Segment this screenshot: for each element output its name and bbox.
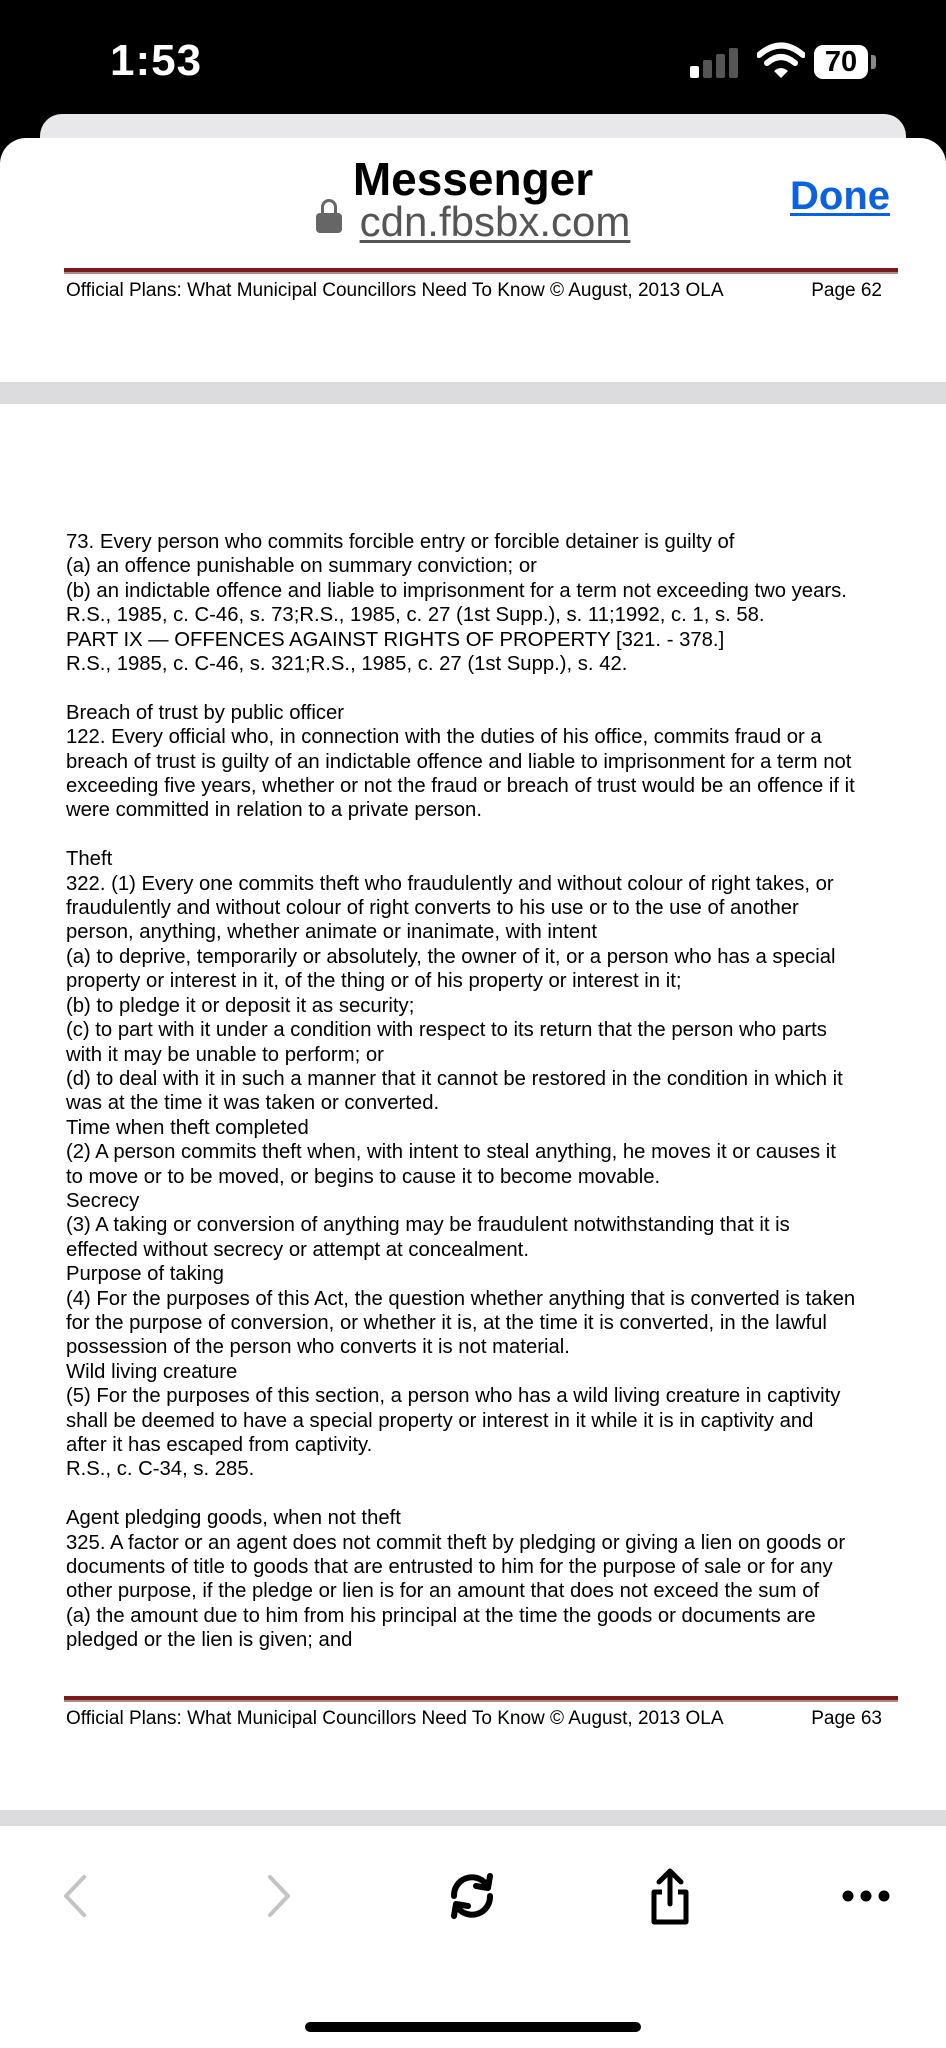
status-time: 1:53 (110, 36, 203, 85)
reload-button[interactable] (442, 1866, 502, 1926)
document-line: Purpose of taking (66, 1263, 224, 1286)
page-footer-bottom (64, 1696, 898, 1729)
document-line: (5) For the purposes of this section, a person who has a wild living creature in captivity (66, 1385, 841, 1408)
document-line: (3) A taking or conversion of anything may be fraudulent notwithstanding that it is (66, 1214, 790, 1237)
browser-sheet (0, 138, 946, 2048)
document-line: (a) the amount due to him from his principal at the time the goods or documents are (66, 1604, 816, 1627)
paragraph-spacer (66, 1482, 906, 1506)
footer-text: Official Plans: What Municipal Councillors Need To Know © August, 2013 OLA (66, 1708, 724, 1729)
cellular-signal-icon (690, 46, 740, 78)
document-line: exceeding five years, whether or not the fraud or breach of trust would be an offence if it (66, 775, 855, 798)
document-line: shall be deemed to have a special property or interest in it while it is in captivity and (66, 1409, 814, 1432)
document-line: R.S., 1985, c. C-46, s. 73;R.S., 1985, c. 27 (1st Supp.), s. 11;1992, c. 1, s. 58. (66, 604, 765, 627)
document-line: possession of the person who converts it is not material. (66, 1336, 570, 1359)
document-line: R.S., c. C-34, s. 285. (66, 1458, 255, 1481)
document-line: for the purpose of conversion, or whether it is, at the time it is converted, in the lawful (66, 1311, 827, 1334)
battery-nub (871, 55, 876, 69)
home-indicator (305, 2022, 641, 2032)
back-button[interactable] (46, 1866, 106, 1926)
document-line: (a) an offence punishable on summary conviction; or (66, 555, 537, 578)
document-line: 325. A factor or an agent does not commit theft by pledging or giving a lien on goods or (66, 1531, 846, 1554)
status-bar (0, 0, 946, 120)
back-icon (56, 1871, 96, 1921)
document-line: breach of trust is guilty of an indictable offence and liable to imprisonment for a term not (66, 750, 852, 773)
more-button[interactable] (836, 1866, 896, 1926)
document-line: effected without secrecy or attempt at concealment. (66, 1238, 529, 1261)
document-line: were committed in relation to a private person. (66, 799, 482, 822)
lock-icon (316, 213, 342, 233)
page-footer-top (64, 268, 898, 301)
reload-icon (444, 1868, 500, 1924)
document-line: (4) For the purposes of this Act, the question whether anything that is converted is taken (66, 1287, 856, 1310)
share-icon (645, 1866, 695, 1926)
document-line: Breach of trust by public officer (66, 701, 345, 724)
document-line: (a) to deprive, temporarily or absolutely, the owner of it, or a person who has a special (66, 945, 836, 968)
page-title: Messenger (352, 153, 594, 205)
document-text (66, 530, 906, 1653)
document-line: 73. Every person who commits forcible entry or forcible detainer is guilty of (66, 531, 735, 553)
forward-button[interactable] (248, 1866, 308, 1926)
footer-rule (64, 1696, 898, 1702)
document-line: (d) to deal with it in such a manner that it cannot be restored in the condition in which it (66, 1067, 843, 1090)
forward-icon (258, 1871, 298, 1921)
document-line: R.S., 1985, c. C-46, s. 321;R.S., 1985, c. 27 (1st Supp.), s. 42. (66, 653, 628, 676)
document-line: property or interest in it, of the thing or of his property or interest in it; (66, 970, 682, 993)
document-line: (c) to part with it under a condition with respect to its return that the person who parts (66, 1019, 827, 1042)
done-button[interactable]: Done (790, 174, 890, 218)
document-line: Time when theft completed (66, 1116, 309, 1139)
document-line: (b) to pledge it or deposit it as security; (66, 994, 415, 1017)
document-line: documents of title to goods that are entrusted to him for the purpose of sale or for any (66, 1556, 833, 1579)
document-line: Secrecy (66, 1189, 140, 1212)
document-line: (b) an indictable offence and liable to imprisonment for a term not exceeding two years. (66, 579, 847, 602)
document-line: was at the time it was taken or converted. (66, 1092, 440, 1115)
document-line: to move or to be moved, or begins to cause it to become movable. (66, 1165, 661, 1188)
page-number: Page 62 (811, 280, 882, 301)
footer-text: Official Plans: What Municipal Councillors Need To Know © August, 2013 OLA (66, 280, 724, 301)
paragraph-spacer (66, 676, 906, 700)
paragraph-spacer (66, 823, 906, 847)
page-separator (0, 382, 946, 404)
page-number: Page 63 (811, 1708, 882, 1729)
document-line: Wild living creature (66, 1360, 238, 1383)
share-button[interactable] (640, 1866, 700, 1926)
document-line: after it has escaped from captivity. (66, 1434, 373, 1456)
document-line: Agent pledging goods, when not theft (66, 1507, 401, 1530)
document-line: 322. (1) Every one commits theft who fraudulently and without colour of right takes, or (66, 872, 834, 895)
document-line: with it may be unable to perform; or (66, 1043, 384, 1066)
document-line: 122. Every official who, in connection with the duties of his office, commits fraud or a (66, 726, 822, 749)
document-line: Theft (66, 848, 113, 871)
footer-rule (64, 268, 898, 274)
more-icon (841, 1889, 891, 1903)
document-line: other purpose, if the pledge or lien is for an amount that does not exceed the sum of (66, 1580, 820, 1603)
wifi-icon (757, 42, 805, 80)
document-line: fraudulently and without colour of right converts to his use or to the use of another (66, 897, 799, 920)
url-text[interactable]: cdn.fbsbx.com (359, 198, 631, 245)
document-line: PART IX — OFFENCES AGAINST RIGHTS OF PROPERTY [321. - 378.] (66, 628, 725, 651)
bottom-toolbar (0, 1826, 946, 2048)
document-line: person, anything, whether animate or inanimate, with intent (66, 921, 597, 944)
battery-indicator: 70 (814, 45, 868, 79)
document-line: pledged or the lien is given; and (66, 1629, 353, 1652)
document-line: (2) A person commits theft when, with intent to steal anything, he moves it or causes it (66, 1141, 836, 1164)
